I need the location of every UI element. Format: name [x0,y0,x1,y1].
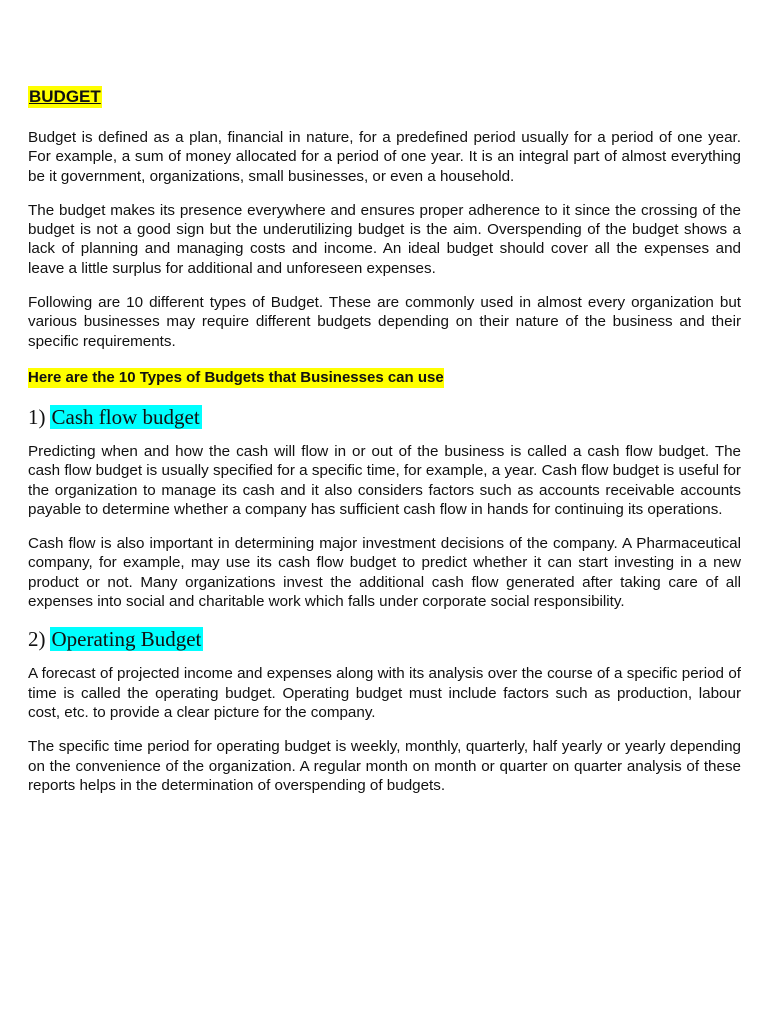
intro-paragraph-3: Following are 10 different types of Budget. These are commonly used in almost every organization but various businesses may require different budgets depending on their nature of the business and their specific requirements. [28,294,741,350]
document-page [28,86,741,810]
document-title: BUDGET [29,87,101,106]
section-number: 2) [28,627,46,652]
section-paragraph: Cash flow is also important in determining major investment decisions of the company. A Pharmaceutical company, for example, may use its cash flow budget to predict whether it can start investing in a new product or not. Many organizations invest the additional cash flow generated after taking care of all expenses into social and charitable work which falls under corporate social responsibility. [28,535,741,611]
subheading-row [28,366,741,404]
intro-paragraph-2: The budget makes its presence everywhere and ensures proper adherence to it since the crossing of the budget is not a good sign but the underutilizing budget is the aim. Overspending of the budget shows a lack of planning and managing costs and income. An ideal budget should cover all the expenses and leave a little surplus for additional and unforeseen expenses. [28,201,741,277]
section-cash-flow-budget [28,404,741,611]
section-paragraph: The specific time period for operating budget is weekly, monthly, quarterly, half yearly or yearly depending on the convenience of the organization. A regular month on month or quarter on quarter analysis of these reports helps in the determination of overspending of budgets. [28,738,741,794]
section-operating-budget [28,626,741,795]
intro-paragraph-1: Budget is defined as a plan, financial in nature, for a predefined period usually for a period of one year. For example, a sum of money allocated for a period of one year. It is an integral part of almost everything be it government, organizations, small businesses, or even a household. [28,129,741,185]
section-paragraph: A forecast of projected income and expenses along with its analysis over the course of a specific period of time is called the operating budget. Operating budget must include factors such as production, labour cost, etc. to provide a clear picture for the company. [28,665,741,721]
section-name: Cash flow budget [51,404,200,429]
section-heading [28,404,741,430]
title-row [28,86,741,128]
types-subheading: Here are the 10 Types of Budgets that Businesses can use [28,368,444,386]
section-paragraph: Predicting when and how the cash will flow in or out of the business is called a cash flow budget. The cash flow budget is usually specified for a specific time, for example, a year. Cash flow budget is useful for the organization to manage its cash and it also considers factors such as accounts receivable accounts payable to determine whether a company has sufficient cash flow in hands for continuing its operations. [28,442,741,518]
section-name: Operating Budget [51,627,202,652]
section-number: 1) [28,404,46,429]
section-heading [28,626,741,652]
